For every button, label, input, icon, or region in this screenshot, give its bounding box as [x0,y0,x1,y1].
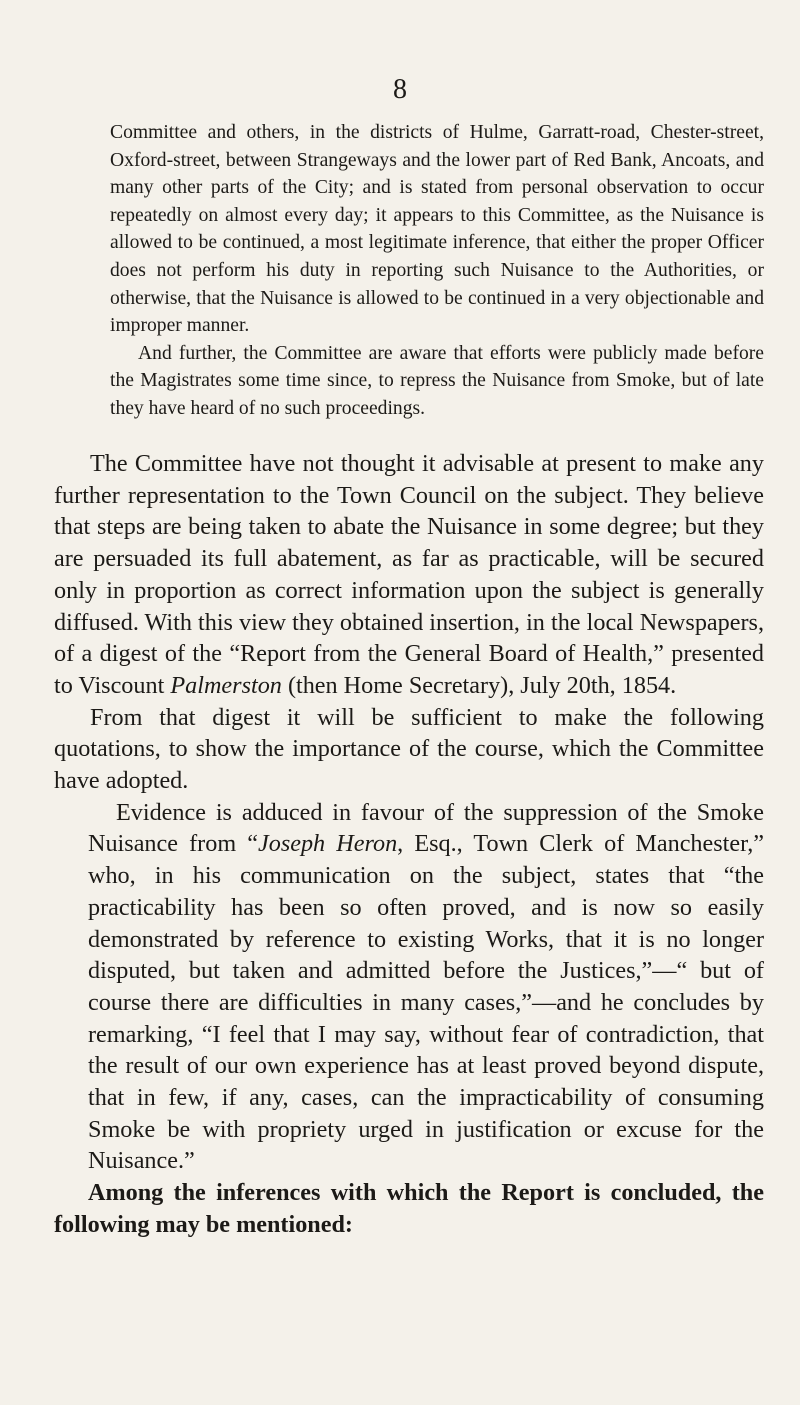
report-paragraph-1: Committee and others, in the districts of Hulme, Garratt-road, Chester-street, Oxford-street, between Strangeways and the lower part of Red Bank, Ancoats, and many other parts of the City; and is stated from personal observation to occur repeatedly on almost every day; it appears to this Committee, as the Nuisance is allowed to be continued, a most legitimate inference, that either the proper Officer does not perform his duty in reporting such Nuisance to the Authorities, or otherwise, that the Nuisance is allowed to be continued in a very objectionable and improper manner. [110,122,764,337]
main-paragraph-3-text-a: Evidence is adduced in favour of the suppression of the Smoke Nuisance from “ [88,798,764,858]
main-paragraph-3-text-b: , Esq., Town Clerk of Manchester,” who, in his communication on the subject, states that “the practicability has been so often proved, and is now so easily demonstrated by reference to existing Works, that it is no longer disputed, but taken and admitted before the Justices,”—“ but of course there are difficulties in many cases,”—and he concludes by remarking, “I feel that I may say, without fear of contradiction, that the result of our own experience has at least proved beyond dispute, that in few, if any, cases, can the impracticability of consuming Smoke be with propriety urged in justification or excuse for the Nuisance.” [88,830,764,1175]
main-paragraph-3 [88,797,764,1177]
person-name-heron: Joseph Heron [257,830,398,858]
person-name-palmerston: Palmerston [170,671,282,699]
report-paragraph-2: And further, the Committee are aware that efforts were publicly made before the Magistrates some time since, to repress the Nuisance from Smoke, but of late they have heard of no such proceedings. [110,342,764,419]
main-paragraph-1-text-a: The Committee have not thought it advisable at present to make any further representation to the Town Council on the subject. They believe that steps are being taken to abate the Nuisance in some degree; but they are persuaded its full abatement, as far as practicable, will be secured only in proportion as correct information upon the subject is generally diffused. With this view they obtained insertion, in the local Newspapers, of a digest of the “Report from the General Board of Health,” presented to Viscount [54,450,764,699]
quoted-report-section [110,119,764,423]
main-paragraph-1-text-b: (then Home Secretary), July 20th, 1854. [281,671,677,699]
page-number: 8 [393,74,407,105]
main-text-section [54,448,764,1241]
main-paragraph-1 [54,448,764,702]
indented-block [54,797,764,1241]
main-paragraph-2: From that digest it will be sufficient to make the following quotations, to show the importance of the course, which the Committee have adopted. [54,703,764,795]
main-paragraph-4: Among the inferences with which the Report is concluded, the following may be mentioned: [54,1179,764,1238]
